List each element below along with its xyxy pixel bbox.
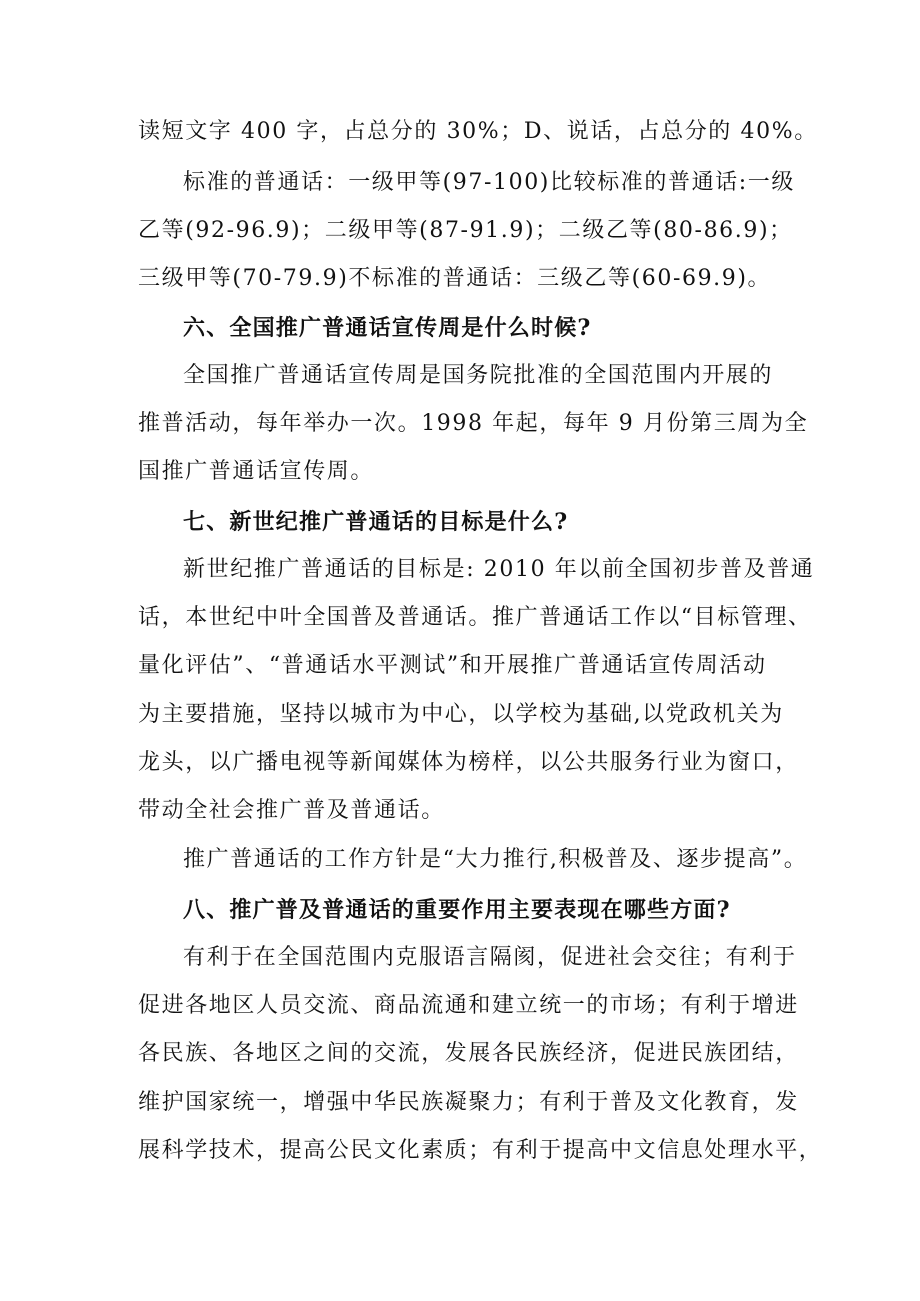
paragraph-line: 读短文字 400 字，占总分的 30%；D、说话，占总分的 40%。	[138, 119, 818, 144]
paragraph-line: 促进各地区人员交流、商品流通和建立统一的市场；有利于增进	[138, 993, 799, 1018]
paragraph-line: 标准的普通话：一级甲等(97-100)比较标准的普通话:一级	[183, 170, 795, 195]
paragraph-line: 新世纪推广普通话的目标是: 2010 年以前全国初步普及普通	[183, 557, 815, 582]
section-heading-8: 八、推广普及普通话的重要作用主要表现在哪些方面?	[183, 897, 731, 923]
paragraph-line: 展科学技术，提高公民文化素质；有利于提高中文信息处理水平，	[138, 1138, 823, 1163]
paragraph-line: 维护国家统一，增强中华民族凝聚力；有利于普及文化教育，发	[138, 1090, 799, 1115]
paragraph-line: 话，本世纪中叶全国普及普通话。推广普通话工作以“目标管理、	[138, 605, 812, 630]
section-heading-7: 七、新世纪推广普通话的目标是什么?	[183, 509, 569, 535]
paragraph-line: 推普活动，每年举办一次。1998 年起，每年 9 月份第三周为全	[138, 411, 809, 436]
paragraph-line: 龙头，以广播电视等新闻媒体为榜样，以公共服务行业为窗口，	[138, 750, 799, 775]
section-heading-6: 六、全国推广普通话宣传周是什么时候?	[183, 315, 592, 341]
paragraph-line: 全国推广普通话宣传周是国务院批准的全国范围内开展的	[183, 363, 774, 388]
paragraph-line: 量化评估”、“普通话水平测试”和开展推广普通话宣传周活动	[138, 653, 767, 678]
paragraph-line: 各民族、各地区之间的交流，发展各民族经济，促进民族团结，	[138, 1041, 799, 1066]
paragraph-line: 国推广普通话宣传周。	[138, 459, 375, 484]
paragraph-line: 三级甲等(70-79.9)不标准的普通话：三级乙等(60-69.9)。	[138, 266, 772, 291]
paragraph-line: 为主要措施，坚持以城市为中心，以学校为基础,以党政机关为	[138, 702, 784, 727]
paragraph-line: 带动全社会推广普及普通话。	[138, 798, 445, 823]
paragraph-line: 推广普通话的工作方针是“大力推行,积极普及、逐步提高”。	[183, 847, 808, 872]
paragraph-line: 有利于在全国范围内克服语言隔阂，促进社会交往；有利于	[183, 945, 797, 970]
paragraph-line: 乙等(92-96.9)；二级甲等(87-91.9)；二级乙等(80-86.9)；	[138, 218, 793, 243]
